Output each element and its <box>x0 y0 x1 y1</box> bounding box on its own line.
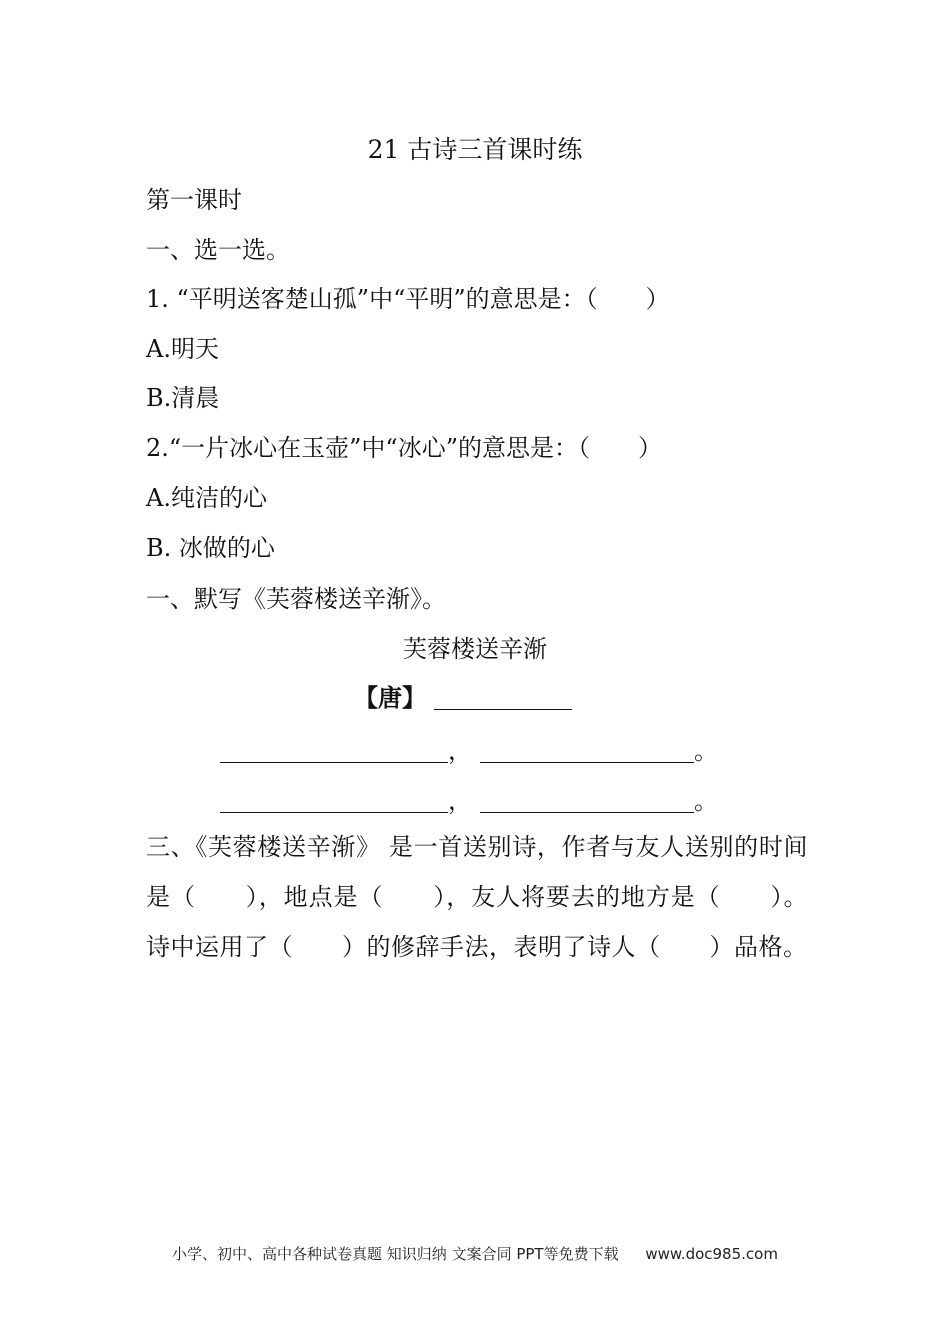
dynasty-label: 【唐】 <box>354 683 426 712</box>
poem-line-1 <box>220 736 718 766</box>
comma: ， <box>448 737 472 765</box>
poem-blank[interactable] <box>480 738 694 763</box>
question-1: 1. “平明送客楚山孤”中“平明”的意思是：（ ） <box>146 285 670 313</box>
question-2-option-a: A.纯洁的心 <box>146 484 267 512</box>
poem-line-2 <box>220 786 718 816</box>
author-blank[interactable] <box>434 685 572 710</box>
comma: ， <box>448 787 472 815</box>
page-title: 21 古诗三首课时练 <box>367 135 583 164</box>
poem-blank[interactable] <box>220 788 448 813</box>
poem-blank[interactable] <box>480 788 694 813</box>
period: 。 <box>694 787 718 815</box>
poem-author-line <box>354 683 572 713</box>
section3-paragraph: 三、《芙蓉楼送辛渐》 是一首送别诗，作者与友人送别的时间是（ ），地点是（ ），友人将要去的地方是（ ）。诗中运用了（ ）的修辞手法，表明了诗人（ ）品格。 <box>146 833 808 961</box>
footer-site-link[interactable]: www.doc985.com <box>645 1245 778 1263</box>
period: 。 <box>694 737 718 765</box>
section2-heading: 一、默写《芙蓉楼送辛渐》。 <box>146 585 446 613</box>
poem-blank[interactable] <box>220 738 448 763</box>
section1-heading: 一、选一选。 <box>146 236 290 264</box>
footer-text: 小学、初中、高中各种试卷真题 知识归纳 文案合同 PPT等免费下载 <box>172 1245 619 1263</box>
lesson-label: 第一课时 <box>146 186 242 214</box>
question-1-option-b: B.清晨 <box>146 384 220 412</box>
question-2: 2.“一片冰心在玉壶”中“冰心”的意思是：（ ） <box>146 434 662 462</box>
question-1-option-a: A.明天 <box>146 335 219 363</box>
question-2-option-b: B. 冰做的心 <box>146 534 275 562</box>
poem-title: 芙蓉楼送辛渐 <box>403 635 547 663</box>
footer <box>0 1242 950 1266</box>
